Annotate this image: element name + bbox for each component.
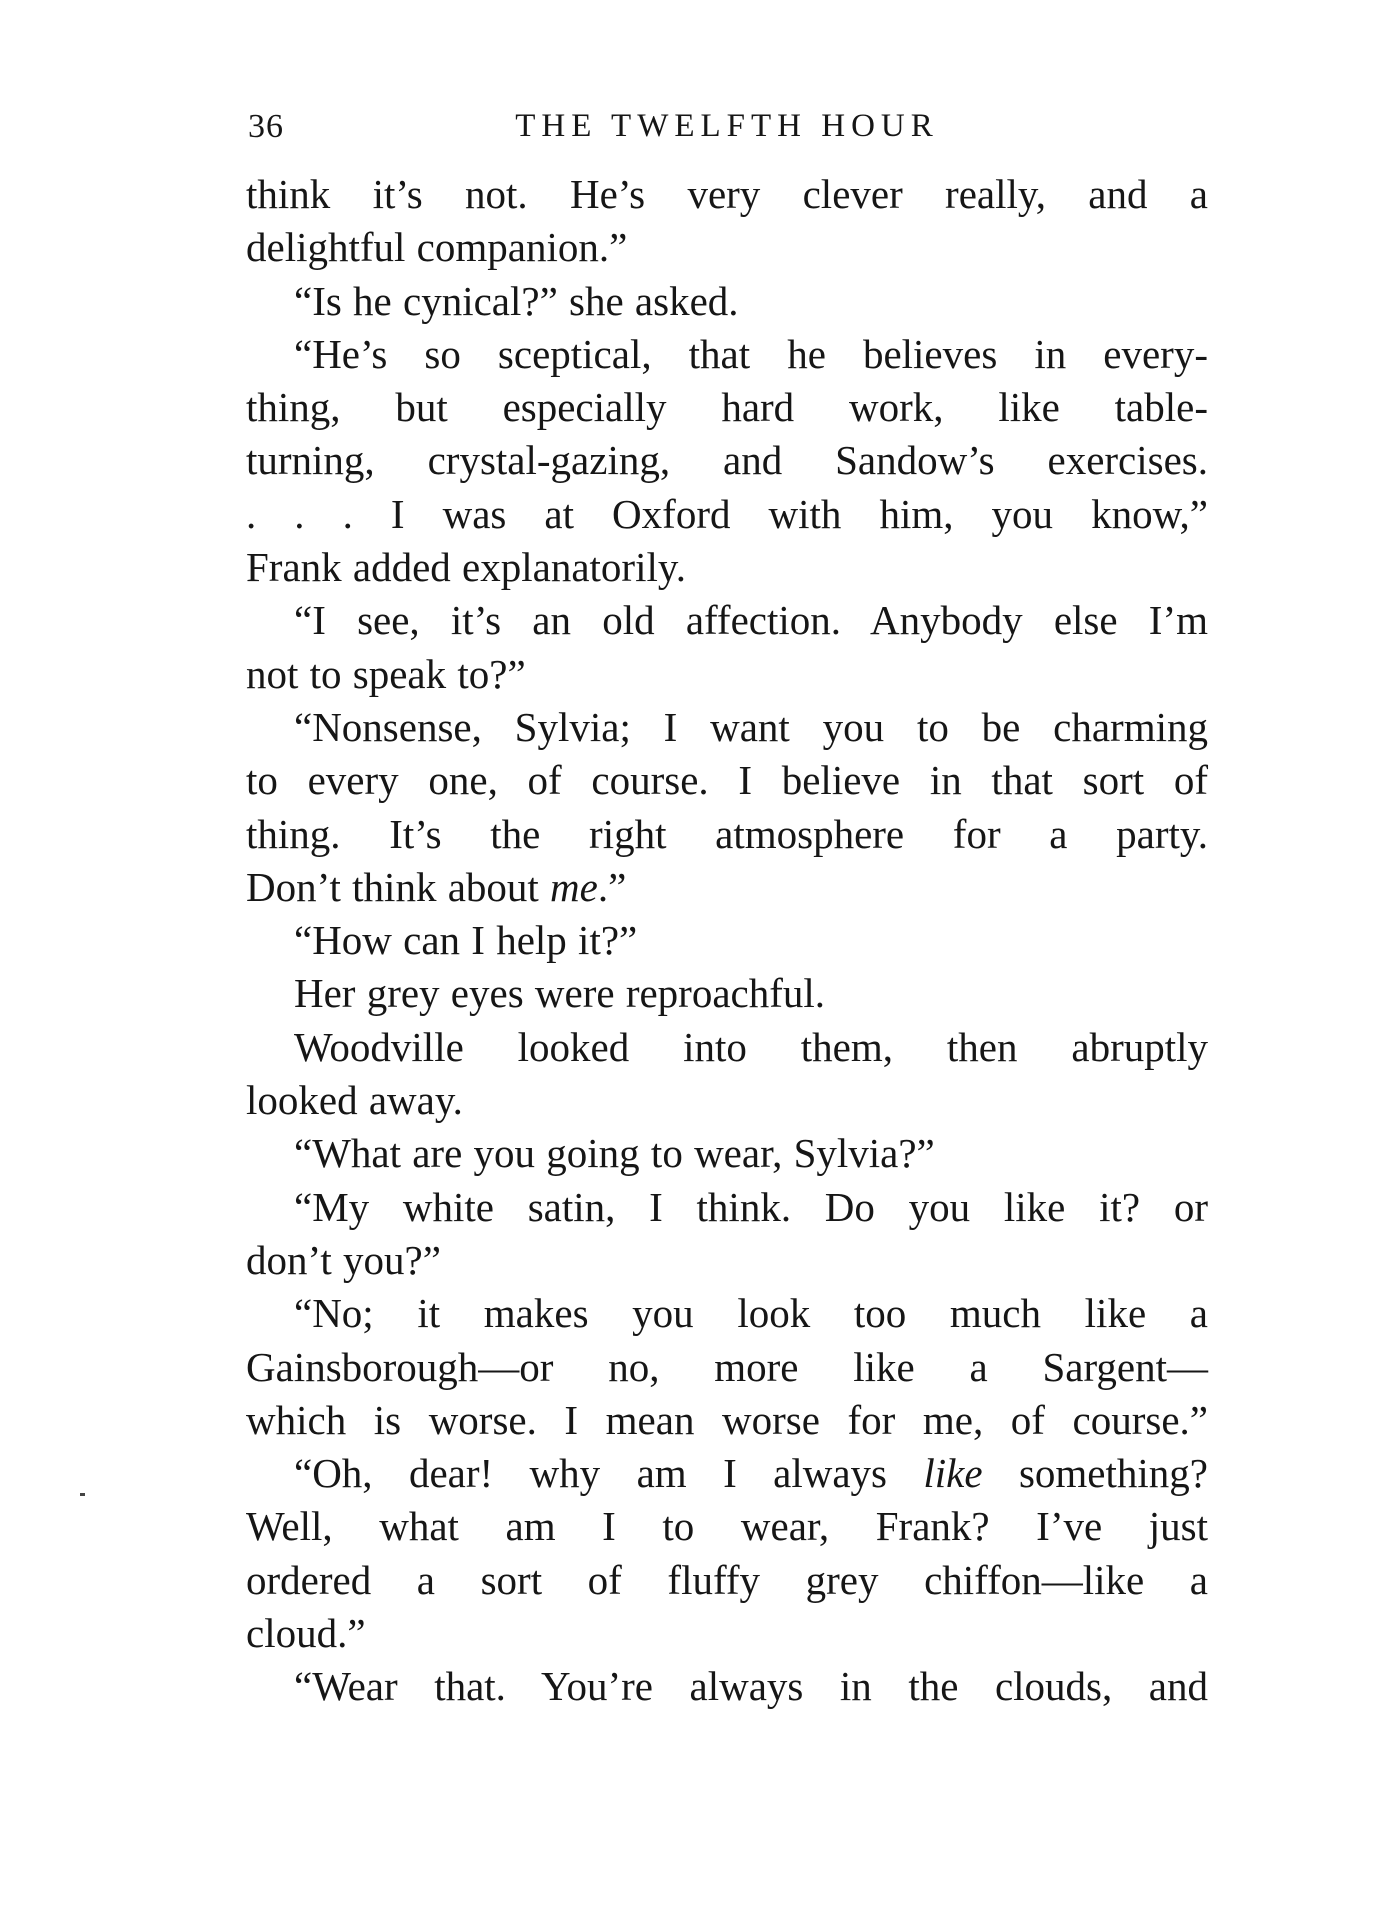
text-line: turning, crystal-gazing, and Sandow’s exercises. bbox=[246, 437, 1208, 484]
text-line: to every one, of course. I believe in that sort of bbox=[246, 757, 1208, 804]
text-line: “My white satin, I think. Do you like it? or bbox=[294, 1183, 1208, 1230]
text-line: ordered a sort of fluffy grey chiffon—like a bbox=[246, 1556, 1208, 1603]
text-line: looked away. bbox=[246, 1077, 463, 1124]
body-text bbox=[246, 168, 1208, 1714]
text-line: “Is he cynical?” she asked. bbox=[294, 277, 739, 324]
text-line: “He’s so sceptical, that he believes in every- bbox=[294, 330, 1208, 377]
text-line: cloud.” bbox=[246, 1610, 366, 1657]
text-line: “I see, it’s an old affection. Anybody else I’m bbox=[294, 597, 1208, 644]
running-head: THE TWELFTH HOUR bbox=[515, 108, 939, 144]
text-line: Gainsborough—or no, more like a Sargent— bbox=[246, 1343, 1208, 1390]
text-line: which is worse. I mean worse for me, of course.” bbox=[246, 1396, 1208, 1443]
text-line: don’t you?” bbox=[246, 1236, 441, 1283]
italic-word: like bbox=[923, 1450, 983, 1497]
text-line: Frank added explanatorily. bbox=[246, 544, 686, 591]
text-line: “Wear that. You’re always in the clouds, and bbox=[294, 1663, 1208, 1710]
text-line: not to speak to?” bbox=[246, 650, 526, 697]
page-number: 36 bbox=[248, 108, 284, 145]
text-line: “How can I help it?” bbox=[294, 917, 638, 964]
text-line: delightful companion.” bbox=[246, 224, 628, 271]
text-line: “No; it makes you look too much like a bbox=[294, 1290, 1208, 1337]
text-line: . . . I was at Oxford with him, you know,” bbox=[246, 490, 1208, 537]
page-header bbox=[248, 108, 1206, 158]
text-line: Well, what am I to wear, Frank? I’ve just bbox=[246, 1503, 1208, 1550]
text-line: Don’t think about me.” bbox=[246, 863, 627, 910]
text-line: Her grey eyes were reproachful. bbox=[294, 970, 826, 1017]
text-line: “Oh, dear! why am I always like something? bbox=[294, 1450, 1208, 1497]
text-line: thing. It’s the right atmosphere for a party. bbox=[246, 810, 1208, 857]
text-line: “Nonsense, Sylvia; I want you to be charming bbox=[294, 703, 1208, 750]
text-line: “What are you going to wear, Sylvia?” bbox=[294, 1130, 935, 1177]
text-line: Woodville looked into them, then abruptly bbox=[294, 1023, 1208, 1070]
margin-speck bbox=[80, 1493, 85, 1496]
text-line: think it’s not. He’s very clever really, and a bbox=[246, 171, 1208, 217]
text-line: thing, but especially hard work, like table- bbox=[246, 384, 1208, 431]
italic-word: me bbox=[550, 863, 598, 910]
